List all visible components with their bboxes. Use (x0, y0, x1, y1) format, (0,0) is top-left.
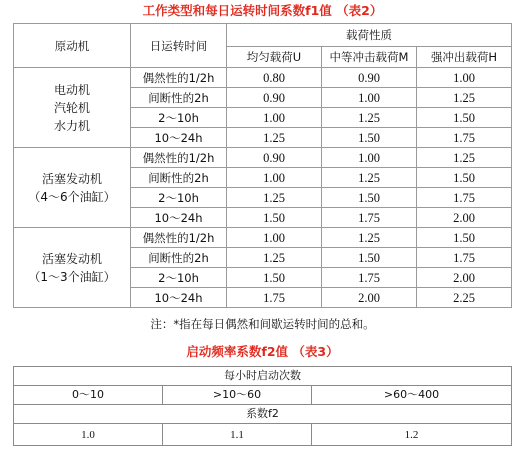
value-h: 1.50 (417, 228, 512, 248)
range-cell: >10～60 (163, 386, 312, 405)
value-h: 1.50 (417, 108, 512, 128)
header-starts-per-hour: 每小时启动次数 (14, 367, 512, 386)
value-u: 1.75 (227, 288, 322, 308)
factor-value: 1.1 (163, 424, 312, 446)
time-cell: 2～10h (131, 188, 227, 208)
start-frequency-factor-table (13, 366, 512, 446)
value-m: 1.25 (322, 108, 417, 128)
value-m: 2.00 (322, 288, 417, 308)
value-h: 2.00 (417, 268, 512, 288)
value-m: 1.75 (322, 268, 417, 288)
value-u: 0.90 (227, 148, 322, 168)
value-u: 1.50 (227, 208, 322, 228)
value-u: 1.25 (227, 248, 322, 268)
time-cell: 偶然性的1/2h (131, 228, 227, 248)
engine-cell (14, 148, 131, 228)
value-h: 1.75 (417, 188, 512, 208)
time-cell: 偶然性的1/2h (131, 148, 227, 168)
engine-line: 汽轮机 (53, 100, 90, 115)
work-type-factor-table (13, 23, 512, 308)
header-load-m: 中等冲击载荷M (322, 47, 417, 68)
value-u: 1.25 (227, 128, 322, 148)
value-h: 1.25 (417, 88, 512, 108)
time-cell: 间断性的2h (131, 168, 227, 188)
time-cell: 10～24h (131, 208, 227, 228)
value-h: 1.25 (417, 148, 512, 168)
value-m: 1.00 (322, 148, 417, 168)
value-u: 1.00 (227, 168, 322, 188)
header-load-nature: 载荷性质 (227, 24, 512, 47)
value-m: 1.50 (322, 248, 417, 268)
value-h: 1.00 (417, 68, 512, 88)
header-engine: 原动机 (14, 24, 131, 68)
header-load-u: 均匀载荷U (227, 47, 322, 68)
engine-cell (14, 228, 131, 308)
time-cell: 间断性的2h (131, 248, 227, 268)
table1-footnote: 注：*指在每日偶然和间歇运转时间的总和。 (150, 317, 375, 331)
table2-title: 启动频率系数f2值 （表3） (186, 344, 339, 359)
engine-line: 电动机 (53, 82, 90, 97)
value-m: 1.50 (322, 188, 417, 208)
value-m: 1.50 (322, 128, 417, 148)
engine-line: 水力机 (53, 118, 90, 133)
value-m: 1.00 (322, 88, 417, 108)
header-daily-time: 日运转时间 (131, 24, 227, 68)
value-m: 1.75 (322, 208, 417, 228)
engine-line: 活塞发动机 (41, 251, 102, 266)
engine-cell (14, 68, 131, 148)
time-cell: 间断性的2h (131, 88, 227, 108)
range-cell: 0～10 (14, 386, 163, 405)
header-factor-f2: 系数f2 (14, 405, 512, 424)
engine-line: 活塞发动机 (41, 171, 102, 186)
value-u: 1.00 (227, 108, 322, 128)
time-cell: 10～24h (131, 128, 227, 148)
value-h: 2.00 (417, 208, 512, 228)
table1-title: 工作类型和每日运转时间系数f1值 （表2） (142, 3, 383, 18)
engine-line: （1～3个油缸） (28, 269, 116, 284)
value-m: 1.25 (322, 228, 417, 248)
value-m: 1.25 (322, 168, 417, 188)
time-cell: 2～10h (131, 268, 227, 288)
value-u: 1.25 (227, 188, 322, 208)
time-cell: 2～10h (131, 108, 227, 128)
engine-line: （4～6个油缸） (28, 189, 116, 204)
value-u: 1.00 (227, 228, 322, 248)
value-u: 0.80 (227, 68, 322, 88)
factor-value: 1.2 (312, 424, 512, 446)
time-cell: 偶然性的1/2h (131, 68, 227, 88)
value-h: 1.75 (417, 248, 512, 268)
header-load-h: 强冲出载荷H (417, 47, 512, 68)
value-m: 0.90 (322, 68, 417, 88)
range-cell: >60～400 (312, 386, 512, 405)
value-u: 1.50 (227, 268, 322, 288)
value-h: 1.75 (417, 128, 512, 148)
value-h: 2.25 (417, 288, 512, 308)
time-cell: 10～24h (131, 288, 227, 308)
value-h: 1.50 (417, 168, 512, 188)
value-u: 0.90 (227, 88, 322, 108)
factor-value: 1.0 (14, 424, 163, 446)
